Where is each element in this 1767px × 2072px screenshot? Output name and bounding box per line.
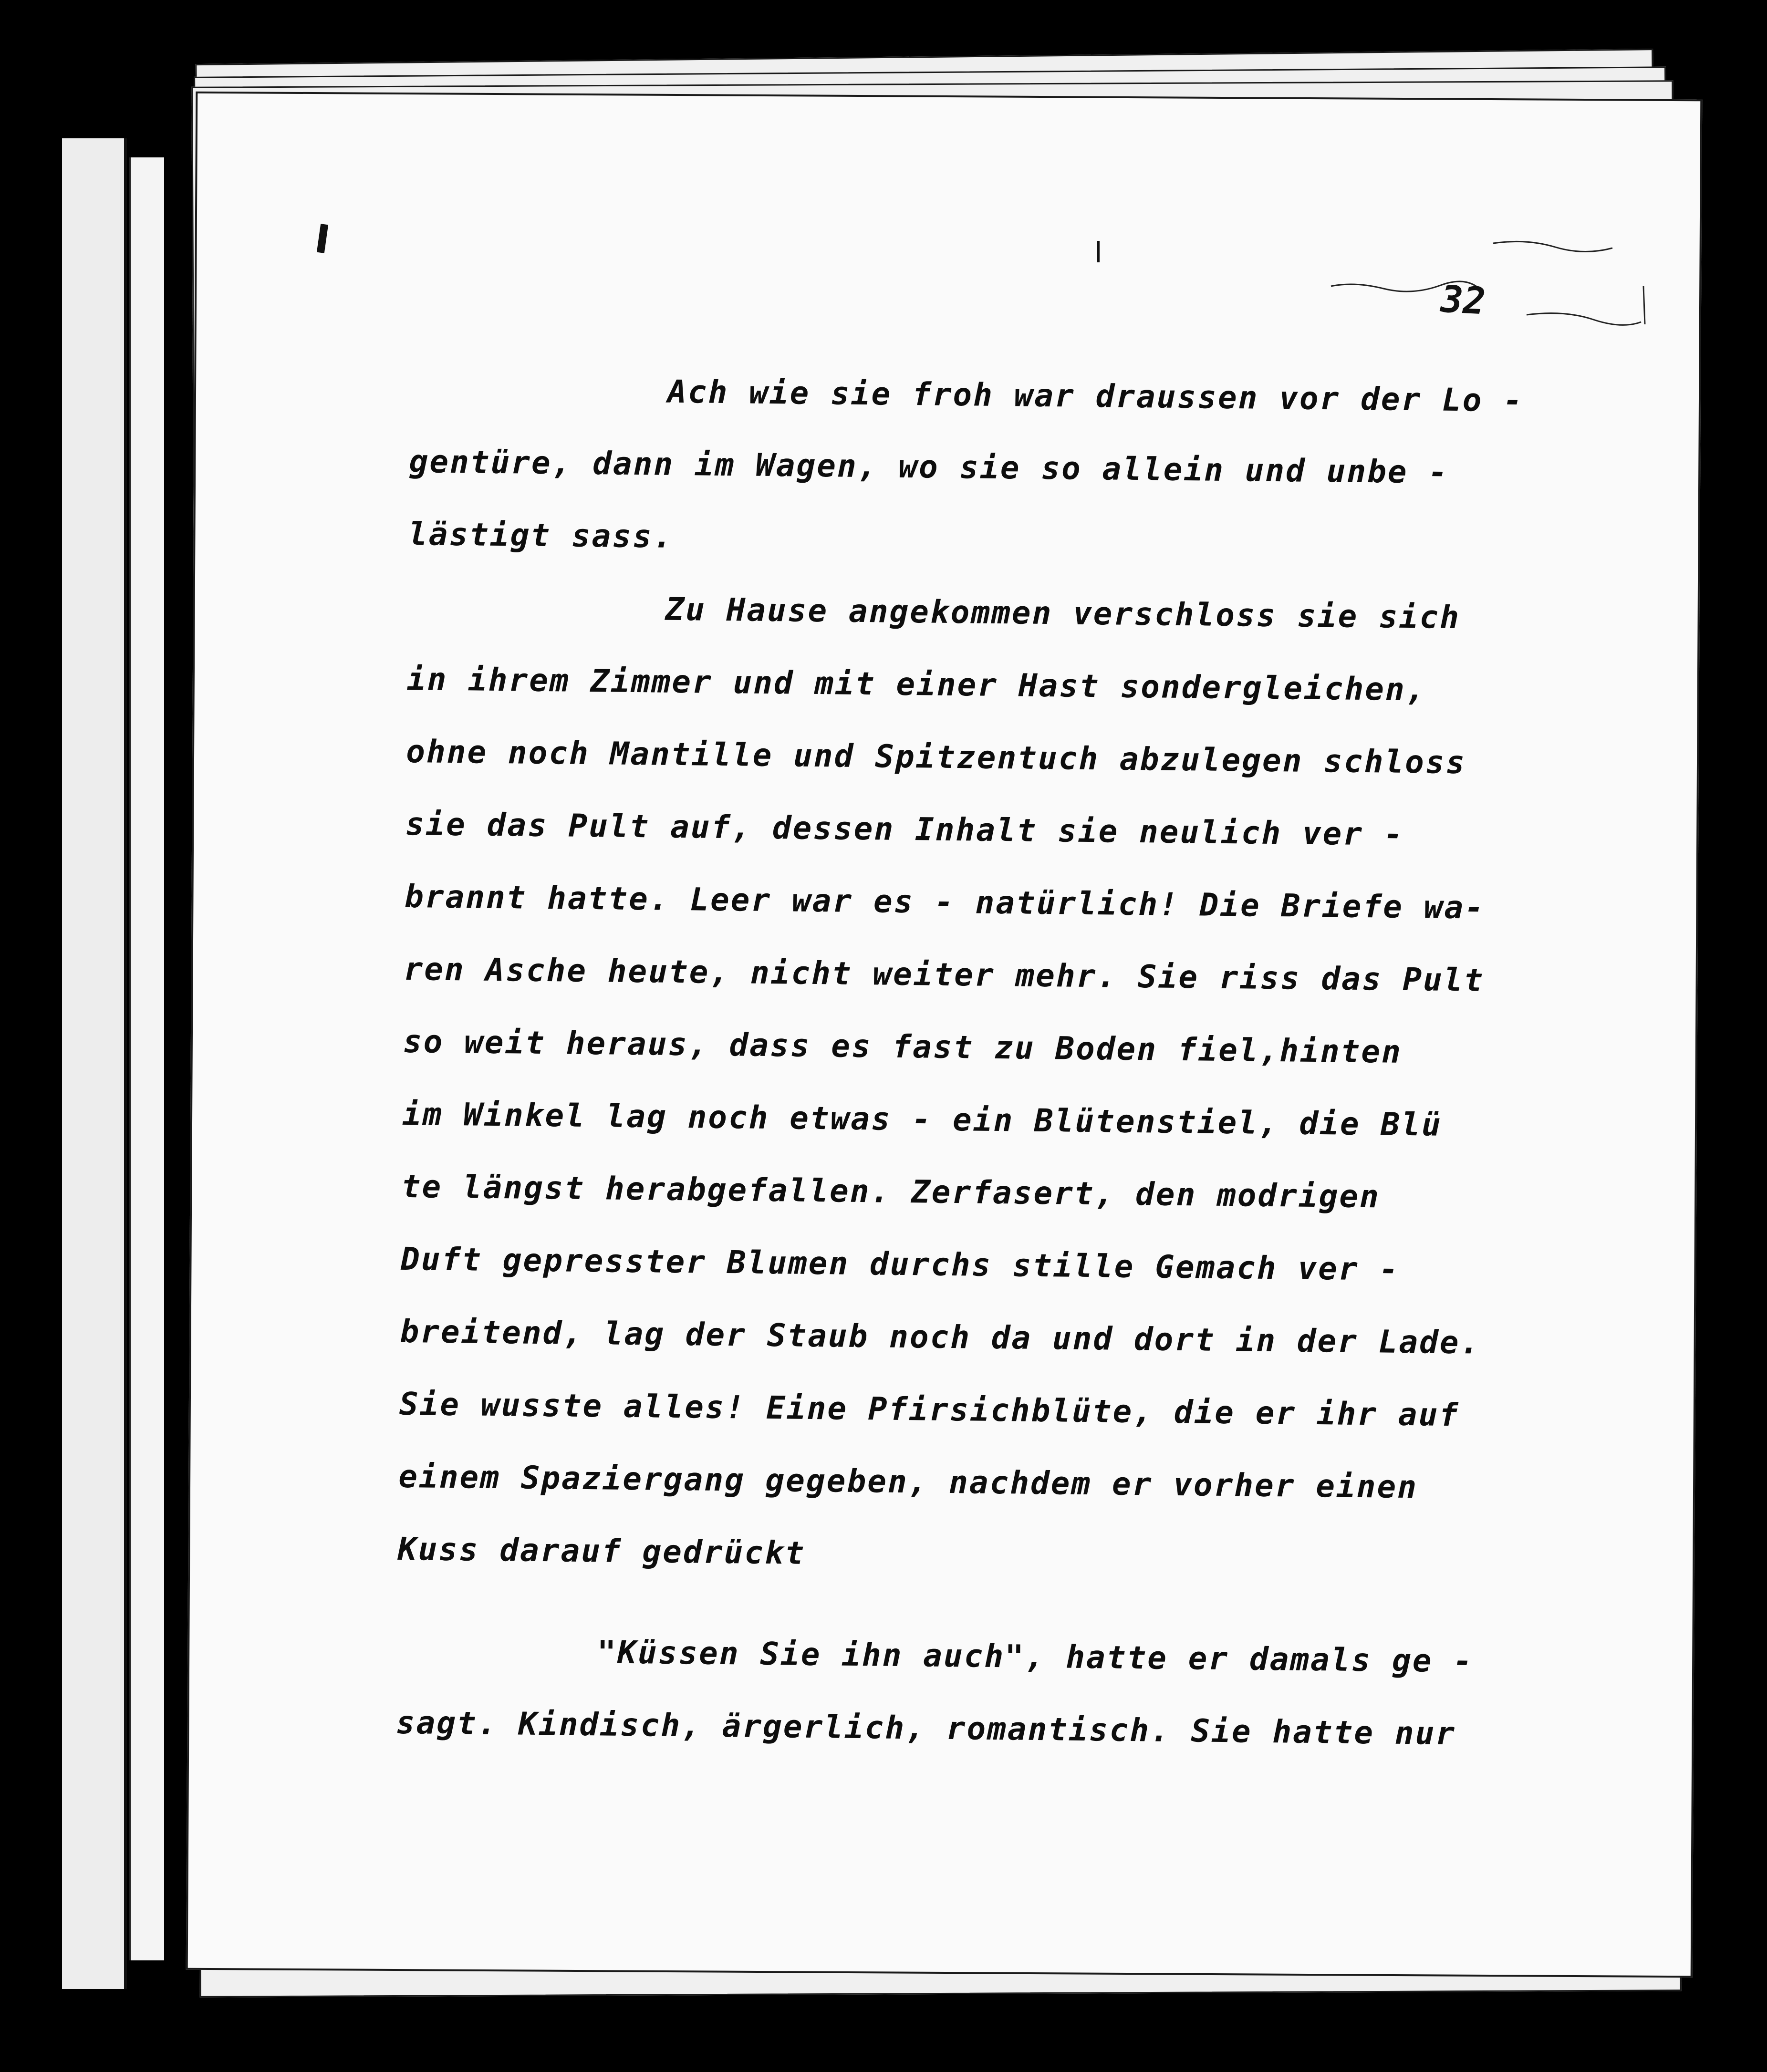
text-line: Duft gepresster Blumen durchs stille Gemach ver -: [400, 1240, 1400, 1288]
text-line: "Küssen Sie ihn auch", hatte er damals ge -: [597, 1634, 1474, 1680]
body-text: [395, 353, 1651, 1772]
text-line: lästigt sass.: [408, 515, 674, 555]
text-line: ohne noch Mantille und Spitzentuch abzulegen schloss: [405, 733, 1466, 781]
page-number: 32: [1439, 278, 1487, 323]
pencil-scribble: [1326, 234, 1660, 339]
text-line: ren Asche heute, nicht weiter mehr. Sie riss das Pult: [404, 950, 1485, 999]
text-line: Zu Hause angekommen verschloss sie sich: [665, 591, 1461, 636]
text-line: so weit heraus, dass es fast zu Boden fiel,hinten: [403, 1023, 1403, 1070]
text-line: sie das Pult auf, dessen Inhalt sie neulich ver -: [405, 805, 1404, 853]
text-line: Sie wusste alles! Eine Pfirsichblüte, die er ihr auf: [399, 1385, 1460, 1434]
text-line: in ihrem Zimmer und mit einer Hast sondergleichen,: [406, 660, 1426, 708]
text-line: gentüre, dann im Wagen, wo sie so allein und unbe -: [409, 443, 1449, 491]
text-line: Kuss darauf gedrückt: [397, 1530, 806, 1572]
text-line: Ach wie sie froh war draussen vor der Lo -: [667, 373, 1524, 419]
text-line: te längst herabgefallen. Zerfasert, den modrigen: [401, 1168, 1381, 1215]
text-line: im Winkel lag noch etwas - ein Blütenstiel, die Blü: [402, 1095, 1443, 1143]
text-line: einem Spaziergang gegeben, nachdem er vorher einen: [398, 1458, 1418, 1506]
text-line: brannt hatte. Leer war es - natürlich! Die Briefe wa-: [404, 878, 1486, 926]
text-line: breitend, lag der Staub noch da und dort in der Lade.: [400, 1313, 1481, 1361]
text-line: sagt. Kindisch, ärgerlich, romantisch. Sie hatte nur: [395, 1704, 1456, 1752]
adjacent-page-edge-inner: [129, 157, 164, 1960]
adjacent-page-edge: [62, 138, 127, 1989]
ink-mark: [1097, 241, 1100, 262]
